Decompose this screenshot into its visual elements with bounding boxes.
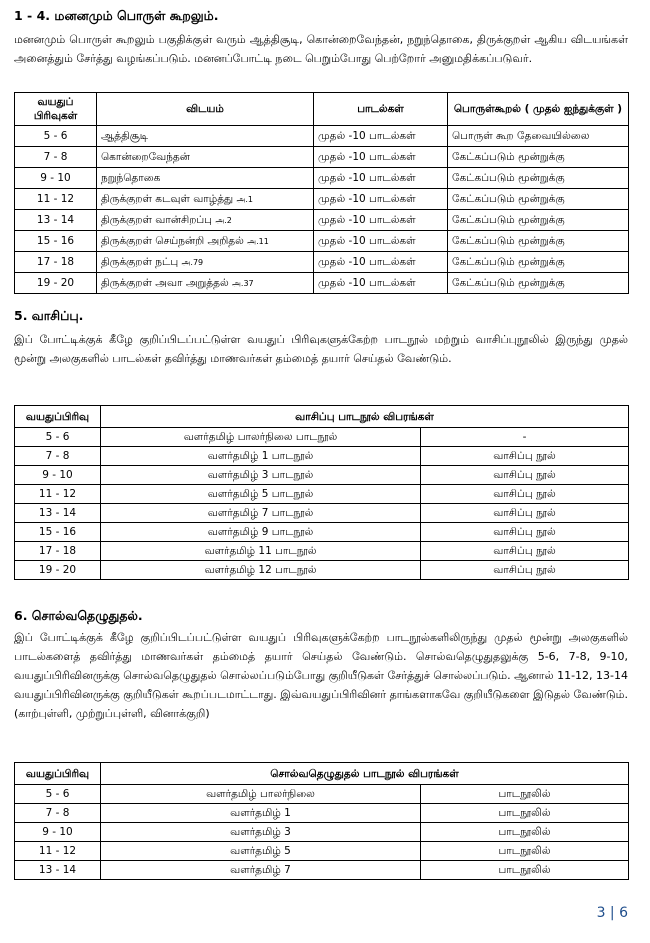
subject-text: திருக்குறள் வான்சிறப்பு: [101, 213, 212, 226]
songs-cell: முதல் -10 பாடல்கள்: [314, 252, 448, 273]
table-row: [15, 823, 629, 842]
table-header-row: [15, 763, 629, 785]
table-row: [15, 861, 629, 880]
reader-cell: வாசிப்பு நூல்: [421, 542, 629, 561]
age-group-cell: 19 - 20: [15, 273, 97, 294]
table-row: [15, 504, 629, 523]
age-group-cell: 9 - 10: [15, 823, 101, 842]
reader-cell: -: [421, 428, 629, 447]
meaning-cell: கேட்கப்படும் மூன்றுக்கு: [448, 210, 629, 231]
table-row: [15, 842, 629, 861]
table-row: [15, 447, 629, 466]
table-row: [15, 785, 629, 804]
source-cell: பாடநூலில்: [421, 785, 629, 804]
subject-text: நறுந்தொகை: [101, 171, 161, 184]
subject-text: திருக்குறள் கடவுள் வாழ்த்து: [101, 192, 234, 205]
reading-table: [14, 405, 629, 580]
table-row: [15, 523, 629, 542]
section5-paragraph: இப் போட்டிக்குக் கீழே குறிப்பிடப்பட்டுள்ள வயதுப் பிரிவுகளுக்கேற்ற பாடநூல் மற்றும் வாசிப்புநூலில் இருந்து முதல் மூன்று அலகுகளில் பாடல்கள் தவிர்த்து மாணவர்கள் தம்மைத் தயார் செய்தல் வேண்டும்.: [14, 333, 628, 365]
source-cell: பாடநூலில்: [421, 861, 629, 880]
subject-cell: [97, 147, 314, 168]
songs-cell: முதல் -10 பாடல்கள்: [314, 273, 448, 294]
age-group-cell: 15 - 16: [15, 523, 101, 542]
meaning-cell: கேட்கப்படும் மூன்றுக்கு: [448, 189, 629, 210]
age-group-cell: 11 - 12: [15, 842, 101, 861]
songs-cell: முதல் -10 பாடல்கள்: [314, 231, 448, 252]
age-group-cell: 7 - 8: [15, 804, 101, 823]
table-row: [15, 273, 629, 294]
songs-cell: முதல் -10 பாடல்கள்: [314, 189, 448, 210]
age-group-cell: 19 - 20: [15, 561, 101, 580]
chapter-ref: அ.11: [247, 236, 269, 246]
subject-cell: [97, 273, 314, 294]
table-row: [15, 252, 629, 273]
age-group-cell: 17 - 18: [15, 542, 101, 561]
age-group-cell: 7 - 8: [15, 447, 101, 466]
chapter-ref: அ.37: [232, 278, 254, 288]
subject-text: திருக்குறள் செய்நன்றி அறிதல்: [101, 234, 244, 247]
table-row: [15, 147, 629, 168]
table-row: [15, 485, 629, 504]
age-group-cell: 5 - 6: [15, 428, 101, 447]
recitation-table: [14, 92, 629, 294]
dictation-table: [14, 762, 629, 880]
table-row: [15, 542, 629, 561]
reader-cell: வாசிப்பு நூல்: [421, 485, 629, 504]
meaning-cell: கேட்கப்படும் மூன்றுக்கு: [448, 168, 629, 189]
table-row: [15, 804, 629, 823]
age-group-cell: 11 - 12: [15, 189, 97, 210]
source-cell: பாடநூலில்: [421, 823, 629, 842]
table-row: [15, 561, 629, 580]
meaning-cell: கேட்கப்படும் மூன்றுக்கு: [448, 252, 629, 273]
chapter-ref: அ.79: [181, 257, 204, 267]
subject-cell: [97, 189, 314, 210]
table-header-row: [15, 406, 629, 428]
age-group-cell: 7 - 8: [15, 147, 97, 168]
table-row: [15, 466, 629, 485]
subject-cell: [97, 231, 314, 252]
songs-cell: முதல் -10 பாடல்கள்: [314, 168, 448, 189]
col-header-reading-books: வாசிப்பு பாடநூல் விபரங்கள்: [101, 406, 629, 428]
table-row: [15, 210, 629, 231]
page-number: 3 | 6: [596, 905, 628, 921]
textbook-cell: வளர்தமிழ் 1 பாடநூல்: [101, 447, 421, 466]
section4-heading: 1 - 4. மனனமும் பொருள் கூறலும்.: [14, 8, 219, 23]
col-header-age: வயதுப்பிரிவு: [15, 763, 101, 785]
section4-paragraph: மனனமும் பொருள் கூறலும் பகுதிக்குள் வரும் ஆத்திசூடி, கொன்றைவேந்தன், நறுந்தொகை, திருக்குறள் ஆகிய விடயங்கள் அனைத்தும் சேர்த்து வழங்கப்படும். மனனப்போட்டி நடை பெறும்போது பெற்றோர் அனுமதிக்கப்படுவர்.: [14, 33, 628, 65]
meaning-cell: கேட்கப்படும் மூன்றுக்கு: [448, 231, 629, 252]
col-header-age: வயதுப் பிரிவுகள்: [15, 93, 97, 126]
textbook-cell: வளர்தமிழ் 5: [101, 842, 421, 861]
songs-cell: முதல் -10 பாடல்கள்: [314, 126, 448, 147]
textbook-cell: வளர்தமிழ் பாலர்நிலை: [101, 785, 421, 804]
subject-text: கொன்றைவேந்தன்: [101, 150, 190, 163]
age-group-cell: 9 - 10: [15, 168, 97, 189]
subject-cell: [97, 210, 314, 231]
age-group-cell: 5 - 6: [15, 785, 101, 804]
source-cell: பாடநூலில்: [421, 842, 629, 861]
textbook-cell: வளர்தமிழ் 5 பாடநூல்: [101, 485, 421, 504]
age-group-cell: 13 - 14: [15, 861, 101, 880]
textbook-cell: வளர்தமிழ் 7 பாடநூல்: [101, 504, 421, 523]
reader-cell: வாசிப்பு நூல்: [421, 561, 629, 580]
col-header-subject: விடயம்: [97, 93, 314, 126]
table-row: [15, 428, 629, 447]
textbook-cell: வளர்தமிழ் 3: [101, 823, 421, 842]
col-header-songs: பாடல்கள்: [314, 93, 448, 126]
textbook-cell: வளர்தமிழ் 7: [101, 861, 421, 880]
subject-text: திருக்குறள் அவா அறுத்தல்: [101, 276, 229, 289]
age-group-cell: 5 - 6: [15, 126, 97, 147]
table-row: [15, 126, 629, 147]
table-row: [15, 231, 629, 252]
age-group-cell: 13 - 14: [15, 504, 101, 523]
age-group-cell: 15 - 16: [15, 231, 97, 252]
age-group-cell: 17 - 18: [15, 252, 97, 273]
table-header-row: [15, 93, 629, 126]
subject-cell: [97, 168, 314, 189]
section6-heading: 6. சொல்வதெழுதுதல்.: [14, 608, 143, 623]
reader-cell: வாசிப்பு நூல்: [421, 504, 629, 523]
age-group-cell: 9 - 10: [15, 466, 101, 485]
chapter-ref: அ.2: [215, 215, 232, 225]
textbook-cell: வளர்தமிழ் 9 பாடநூல்: [101, 523, 421, 542]
subject-text: திருக்குறள் நட்பு: [101, 255, 179, 268]
textbook-cell: வளர்தமிழ் பாலர்நிலை பாடநூல்: [101, 428, 421, 447]
table-row: [15, 168, 629, 189]
source-cell: பாடநூலில்: [421, 804, 629, 823]
section6-paragraph: இப் போட்டிக்குக் கீழே குறிப்பிடப்பட்டுள்ள வயதுப் பிரிவுகளுக்கேற்ற பாடநூல்களிலிருந்து முதல் மூன்று அலகுகளில் பாடல்களைத் தவிர்த்து மாணவர்கள் தம்மைத் தயார் செய்தல் வேண்டும். சொல்வதெழுதுதலுக்கு 5-6, 7-8, 9-10, வயதுப்பிரிவினருக்கு சொல்வதெழுதுதல் சொல்லப்படும்போது குறியீடுகள் சேர்த்துச் சொல்லப்படும். ஆனால் 11-12, 13-14 வயதுப்பிரிவினருக்கு குறியீடுகள் கூறப்படமாட்டாது. இவ்வயதுப்பிரிவினர் தாங்களாகவே குறியீடுகளை இடுதல் வேண்டும். (காற்புள்ளி, முற்றுப்புள்ளி, வினாக்குறி): [14, 631, 628, 720]
subject-text: ஆத்திசூடி: [101, 129, 149, 142]
meaning-cell: பொருள் கூற தேவையில்லை: [448, 126, 629, 147]
age-group-cell: 11 - 12: [15, 485, 101, 504]
reader-cell: வாசிப்பு நூல்: [421, 466, 629, 485]
songs-cell: முதல் -10 பாடல்கள்: [314, 147, 448, 168]
col-header-dictation-books: சொல்வதெழுதுதல் பாடநூல் விபரங்கள்: [101, 763, 629, 785]
textbook-cell: வளர்தமிழ் 11 பாடநூல்: [101, 542, 421, 561]
chapter-ref: அ.1: [236, 194, 254, 204]
textbook-cell: வளர்தமிழ் 1: [101, 804, 421, 823]
textbook-cell: வளர்தமிழ் 12 பாடநூல்: [101, 561, 421, 580]
textbook-cell: வளர்தமிழ் 3 பாடநூல்: [101, 466, 421, 485]
reader-cell: வாசிப்பு நூல்: [421, 523, 629, 542]
section5-heading: 5. வாசிப்பு.: [14, 308, 84, 323]
subject-cell: [97, 252, 314, 273]
meaning-cell: கேட்கப்படும் மூன்றுக்கு: [448, 273, 629, 294]
subject-cell: [97, 126, 314, 147]
age-group-cell: 13 - 14: [15, 210, 97, 231]
table-row: [15, 189, 629, 210]
songs-cell: முதல் -10 பாடல்கள்: [314, 210, 448, 231]
meaning-cell: கேட்கப்படும் மூன்றுக்கு: [448, 147, 629, 168]
col-header-meaning: பொருள்கூறல் ( முதல் ஐந்துக்குள் ): [448, 93, 629, 126]
col-header-age: வயதுப்பிரிவு: [15, 406, 101, 428]
reader-cell: வாசிப்பு நூல்: [421, 447, 629, 466]
